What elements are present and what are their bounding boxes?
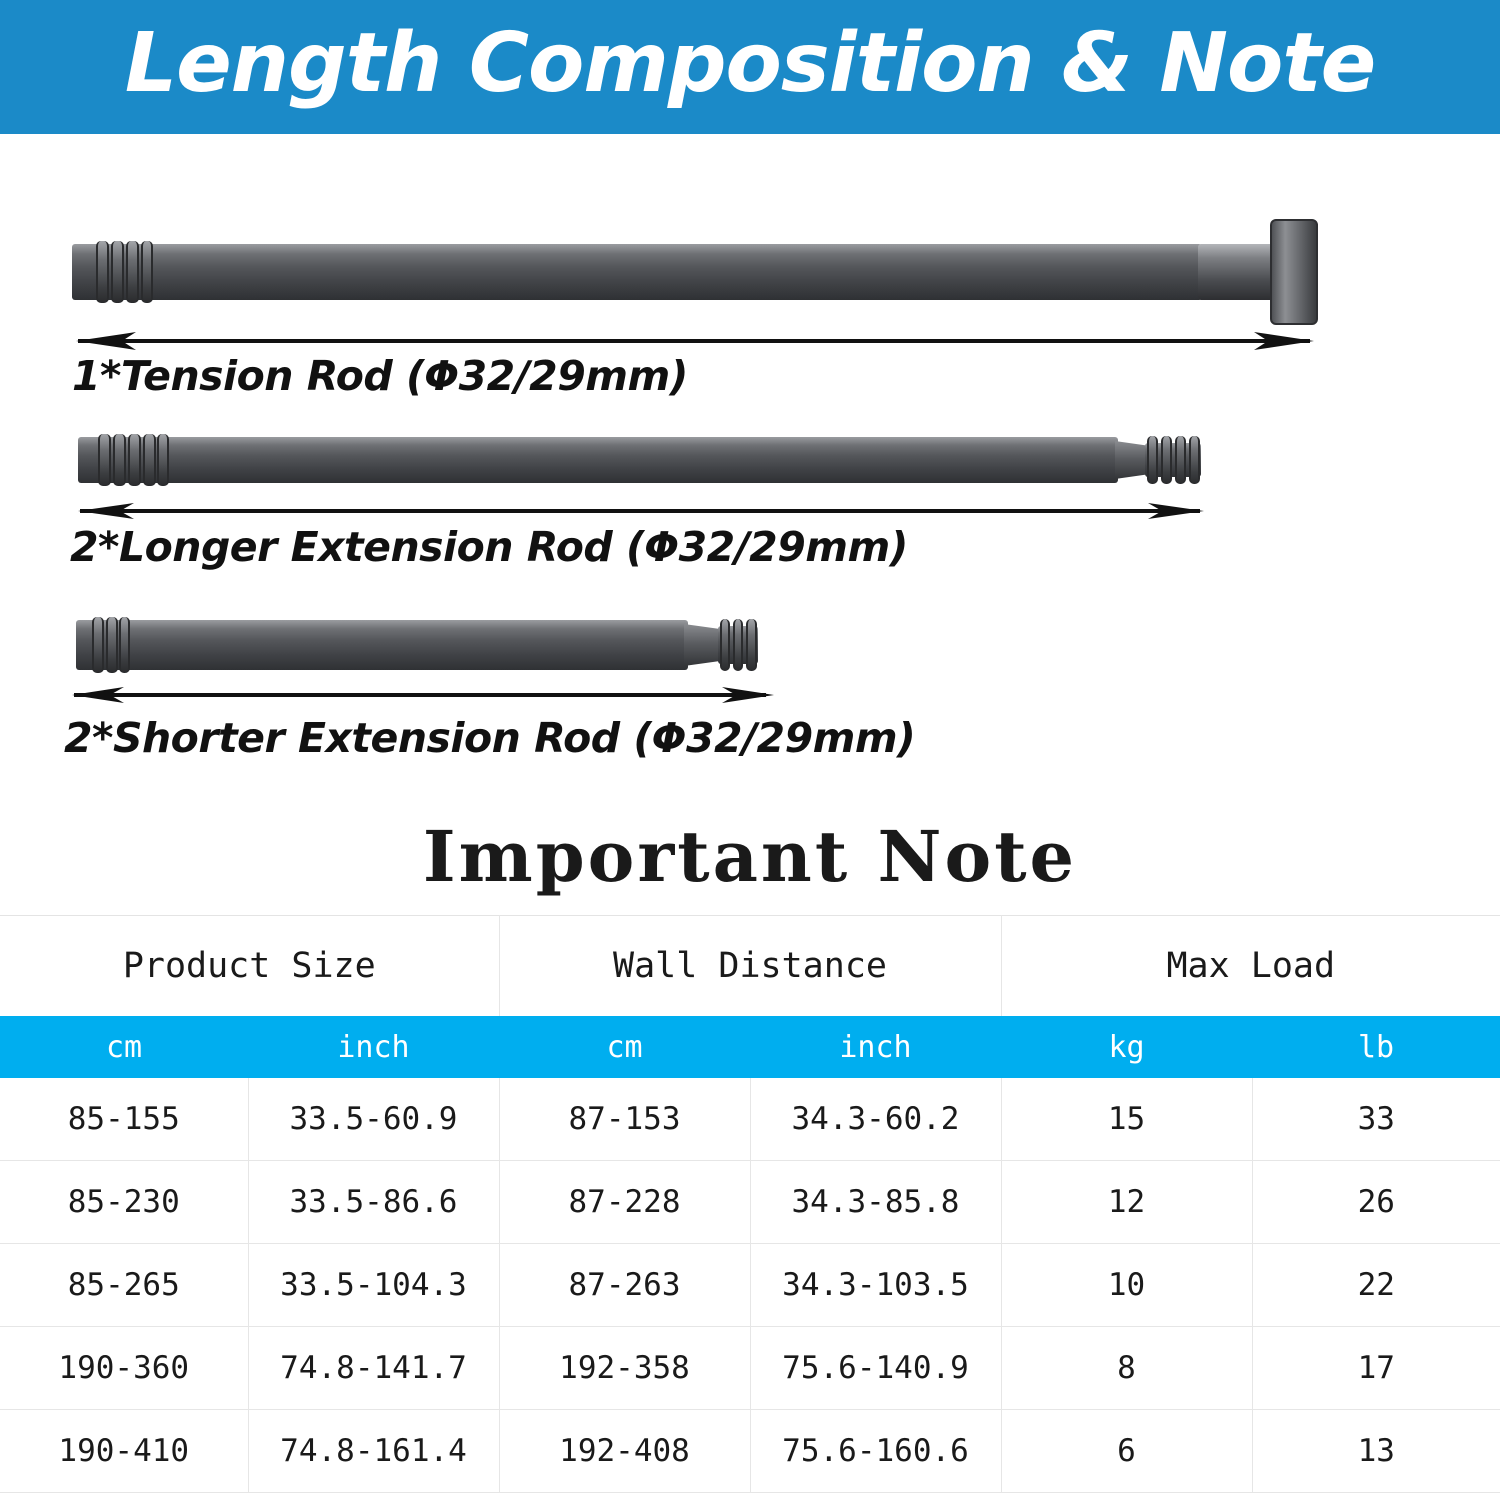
table-cell: 15: [1001, 1078, 1252, 1161]
unit-cm: cm: [499, 1016, 750, 1078]
table-cell: 192-358: [499, 1327, 750, 1410]
table-cell: 34.3-60.2: [750, 1078, 1001, 1161]
table-cell: 6: [1001, 1410, 1252, 1493]
unit-cm: cm: [0, 1016, 248, 1078]
shorter-extension-rod-label: 2*Shorter Extension Rod (Φ32/29mm): [64, 714, 916, 762]
important-note-title: Important Note: [422, 815, 1078, 898]
table-cell: 190-410: [0, 1410, 248, 1493]
unit-inch: inch: [750, 1016, 1001, 1078]
title-banner: [0, 0, 1500, 134]
group-header-wall-distance: Wall Distance: [499, 916, 1001, 1017]
table-cell: 8: [1001, 1327, 1252, 1410]
table-cell: 34.3-85.8: [750, 1161, 1001, 1244]
table-cell: 10: [1001, 1244, 1252, 1327]
table-row: [0, 1244, 1500, 1327]
table-cell: 85-155: [0, 1078, 248, 1161]
table-row: [0, 1410, 1500, 1493]
longer-extension-rod-label: 2*Longer Extension Rod (Φ32/29mm): [70, 523, 908, 571]
table-cell: 17: [1252, 1327, 1500, 1410]
unit-inch: inch: [248, 1016, 499, 1078]
table-row: [0, 1161, 1500, 1244]
table-cell: 33.5-86.6: [248, 1161, 499, 1244]
group-header-row: [0, 916, 1500, 1017]
table-cell: 34.3-103.5: [750, 1244, 1001, 1327]
shorter-extension-rod-length-arrow: [66, 680, 786, 710]
unit-header-row: [0, 1016, 1500, 1078]
table-row: [0, 1078, 1500, 1161]
table-cell: 33: [1252, 1078, 1500, 1161]
table-cell: 75.6-140.9: [750, 1327, 1001, 1410]
spec-table: [0, 915, 1500, 1493]
table-cell: 74.8-141.7: [248, 1327, 499, 1410]
table-cell: 26: [1252, 1161, 1500, 1244]
table-cell: 74.8-161.4: [248, 1410, 499, 1493]
table-cell: 75.6-160.6: [750, 1410, 1001, 1493]
table-cell: 33.5-104.3: [248, 1244, 499, 1327]
page-title: Length Composition & Note: [124, 16, 1376, 111]
group-header-product-size: Product Size: [0, 916, 499, 1017]
table-cell: 85-230: [0, 1161, 248, 1244]
table-cell: 12: [1001, 1161, 1252, 1244]
longer-extension-rod-length-arrow: [72, 496, 1212, 526]
table-cell: 87-263: [499, 1244, 750, 1327]
table-row: [0, 1327, 1500, 1410]
table-cell: 190-360: [0, 1327, 248, 1410]
unit-kg: kg: [1001, 1016, 1252, 1078]
tension-rod-label: 1*Tension Rod (Φ32/29mm): [72, 352, 688, 400]
unit-lb: lb: [1252, 1016, 1500, 1078]
table-cell: 13: [1252, 1410, 1500, 1493]
table-cell: 33.5-60.9: [248, 1078, 499, 1161]
table-cell: 192-408: [499, 1410, 750, 1493]
group-header-max-load: Max Load: [1001, 916, 1500, 1017]
table-cell: 87-153: [499, 1078, 750, 1161]
table-cell: 22: [1252, 1244, 1500, 1327]
table-cell: 87-228: [499, 1161, 750, 1244]
table-cell: 85-265: [0, 1244, 248, 1327]
